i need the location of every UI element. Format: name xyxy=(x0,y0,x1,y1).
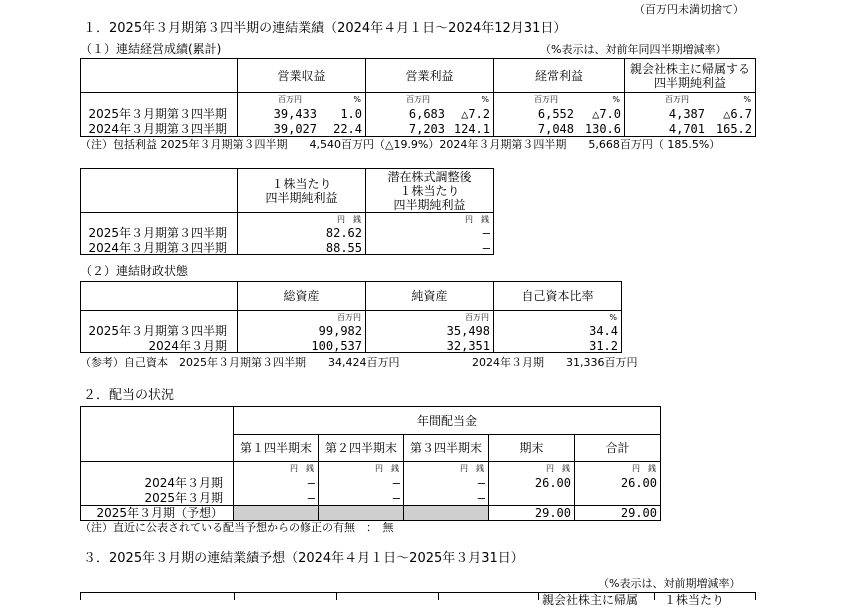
col-operating-income: 営業利益 xyxy=(366,59,494,93)
value: 7,203 xyxy=(408,122,445,136)
value: 124.1 xyxy=(453,122,490,136)
unit-label: 百万円 xyxy=(337,313,361,322)
comprehensive-income-note: （注）包括利益 2025年３月期第３四半期 4,540百万円（△19.9%）2024年３月期第３四半期 5,668百万円（ 185.5%） xyxy=(80,138,721,151)
value: 1.0 xyxy=(340,107,362,121)
row-label: 2025年３月期第３四半期 xyxy=(88,226,227,240)
unit-label: % xyxy=(743,95,751,104)
data-cell xyxy=(489,462,575,506)
equity-note-prev: 2024年３月期 31,336百万円 xyxy=(472,356,638,369)
table-border xyxy=(538,592,539,600)
unit-label: 円 銭 xyxy=(460,464,484,473)
value: 6,552 xyxy=(537,107,574,121)
corner-cell xyxy=(81,59,238,93)
annual-dividend-header: 年間配当金 xyxy=(234,407,661,435)
financial-position-title: （２）連結財政状態 xyxy=(80,264,189,278)
value: 100,537 xyxy=(311,339,362,353)
col-q3-end: 第３四半期末 xyxy=(404,435,489,462)
section1-title: １．2025年３月期第３四半期の連結業績（2024年４月１日～2024年12月31日） xyxy=(83,21,567,36)
row-label: 2025年３月期 xyxy=(144,491,223,505)
data-cell xyxy=(319,462,404,506)
data-cell xyxy=(404,462,489,506)
col-year-end: 期末 xyxy=(489,435,575,462)
partial-col-eps: １株当たり xyxy=(664,593,725,607)
value: △6.7 xyxy=(723,107,752,121)
row-labels xyxy=(81,93,238,137)
row-label: 2025年３月期第３四半期 xyxy=(88,107,227,121)
value: 165.2 xyxy=(715,122,752,136)
value: 29.00 xyxy=(534,506,571,520)
section3-title: ３．2025年３月期の連結業績予想（2024年４月１日～2025年３月31日） xyxy=(83,551,524,566)
unit-label: % xyxy=(481,95,489,104)
data-cell xyxy=(366,93,494,137)
value: 4,387 xyxy=(668,107,705,121)
col-diluted-line3: 四半期純利益 xyxy=(393,197,466,212)
data-cell xyxy=(238,311,366,353)
partial-col-net-income: 親会社株主に帰属 xyxy=(542,593,639,607)
unit-label: 百万円 xyxy=(465,313,489,322)
unit-label: 円 銭 xyxy=(290,464,314,473)
unit-label: % xyxy=(612,95,620,104)
data-cell xyxy=(494,93,625,137)
unit-label: 円 銭 xyxy=(337,215,361,224)
col-q2-end: 第２四半期末 xyxy=(319,435,404,462)
unit-label: 円 銭 xyxy=(375,464,399,473)
col-net-income xyxy=(625,59,756,93)
shaded-cell xyxy=(319,506,404,521)
value: 7,048 xyxy=(537,122,574,136)
section1-note: （%表示は、対前年同四半期増減率） xyxy=(540,43,727,56)
row-label: 2024年３月期 xyxy=(148,339,227,353)
value: ― xyxy=(477,476,485,490)
col-diluted-line1: 潜在株式調整後 xyxy=(387,169,472,184)
value: 4,701 xyxy=(668,122,705,136)
table-border xyxy=(438,592,439,600)
row-label: 2025年３月期第３四半期 xyxy=(88,324,227,338)
value: 26.00 xyxy=(620,476,657,490)
col-diluted-line2: １株当たり xyxy=(399,183,460,198)
col-q1-end: 第１四半期末 xyxy=(234,435,319,462)
row-label: 2024年３月期 xyxy=(144,476,223,490)
value: 82.62 xyxy=(325,226,362,240)
value: ― xyxy=(307,476,315,490)
data-cell xyxy=(234,462,319,506)
data-cell xyxy=(575,462,661,506)
col-net-income-line1: 親会社株主に帰属する xyxy=(629,61,750,76)
value: 99,982 xyxy=(318,324,362,338)
data-cell xyxy=(366,311,494,353)
col-ordinary-income: 経常利益 xyxy=(494,59,625,93)
corner-cell xyxy=(81,282,238,311)
section3-note: （%表示は、対前期増減率） xyxy=(598,577,741,590)
unit-label: 円 銭 xyxy=(632,464,656,473)
financial-position-table xyxy=(80,281,622,353)
row-label: 2024年３月期第３四半期 xyxy=(88,122,227,136)
value: ― xyxy=(477,491,485,505)
table-border xyxy=(80,592,81,600)
data-cell xyxy=(238,213,366,255)
value: △7.0 xyxy=(592,107,621,121)
value: 130.6 xyxy=(584,122,621,136)
value: 39,027 xyxy=(273,122,317,136)
dividend-forecast-note: （注）直近に公表されている配当予想からの修正の有無 ： 無 xyxy=(80,521,394,534)
value: ― xyxy=(392,491,400,505)
value: 32,351 xyxy=(446,339,490,353)
value: ― xyxy=(482,226,490,240)
value: ― xyxy=(482,241,490,255)
row-label: 2024年３月期第３四半期 xyxy=(88,241,227,255)
data-cell xyxy=(489,506,575,521)
row-label: 2025年３月期（予想） xyxy=(96,506,223,520)
value: 26.00 xyxy=(534,476,571,490)
unit-label: 円 銭 xyxy=(465,215,489,224)
value: ― xyxy=(307,491,315,505)
unit-label: 百万円 xyxy=(278,95,302,104)
col-eps-line2: 四半期純利益 xyxy=(265,190,338,205)
row-labels xyxy=(81,462,234,506)
col-eps xyxy=(238,169,366,213)
col-net-assets: 純資産 xyxy=(366,282,494,311)
value: 22.4 xyxy=(333,122,362,136)
col-operating-revenue: 営業収益 xyxy=(238,59,366,93)
table-border xyxy=(234,592,235,600)
value: 31.2 xyxy=(589,339,618,353)
value: 35,498 xyxy=(446,324,490,338)
data-cell xyxy=(238,93,366,137)
units-note: （百万円未満切捨て） xyxy=(634,3,744,16)
col-eps-line1: １株当たり xyxy=(271,176,332,191)
value: 34.4 xyxy=(589,324,618,338)
value: 6,683 xyxy=(408,107,445,121)
col-total-assets: 総資産 xyxy=(238,282,366,311)
operating-results-table xyxy=(80,58,756,137)
value: 29.00 xyxy=(620,506,657,520)
dividends-table xyxy=(80,406,661,521)
table-border xyxy=(654,592,655,600)
dividends-title: ２．配当の状況 xyxy=(83,388,175,403)
eps-table xyxy=(80,168,494,255)
row-labels xyxy=(81,311,238,353)
data-cell xyxy=(625,93,756,137)
col-equity-ratio: 自己資本比率 xyxy=(494,282,622,311)
unit-label: 百万円 xyxy=(406,95,430,104)
equity-note: （参考）自己資本 2025年３月期第３四半期 34,424百万円 xyxy=(80,356,400,369)
row-labels xyxy=(81,506,234,521)
section1-subtitle: （１）連結経営成績(累計) xyxy=(80,42,222,56)
corner-cell xyxy=(81,169,238,213)
data-cell xyxy=(366,213,494,255)
data-cell xyxy=(575,506,661,521)
col-total: 合計 xyxy=(575,435,661,462)
row-labels xyxy=(81,213,238,255)
value: 39,433 xyxy=(273,107,317,121)
shaded-cell xyxy=(404,506,489,521)
table-border xyxy=(336,592,337,600)
data-cell xyxy=(494,311,622,353)
col-diluted-eps xyxy=(366,169,494,213)
shaded-cell xyxy=(234,506,319,521)
table-border xyxy=(755,592,756,600)
unit-label: % xyxy=(609,313,617,322)
value: ― xyxy=(392,476,400,490)
value: △7.2 xyxy=(461,107,490,121)
value: 88.55 xyxy=(325,241,362,255)
unit-label: 百万円 xyxy=(534,95,558,104)
col-net-income-line2: 四半期純利益 xyxy=(653,75,726,90)
unit-label: 円 銭 xyxy=(546,464,570,473)
unit-label: % xyxy=(353,95,361,104)
unit-label: 百万円 xyxy=(665,95,689,104)
corner-cell xyxy=(81,407,234,462)
